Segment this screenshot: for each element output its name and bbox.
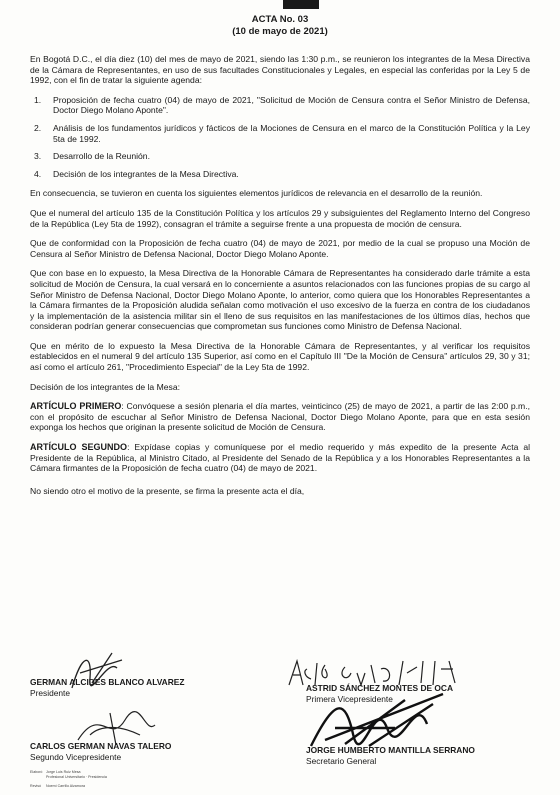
article-text: : Expídase copias y comuníquese por el medio requerido y más expedito de la presente Acta al Presidente de la República, al Ministro Citado, al Presidente del Senado de la República y a los Honorables Representantes a la Cámara firmantes de la Proposición de fecha cuatro (04) de mayo de 2021. xyxy=(30,442,531,474)
footer-note-key: Elaboró xyxy=(30,770,43,774)
signatory-first-vp xyxy=(306,683,453,705)
footer-note-key xyxy=(30,775,46,780)
signatory-role: Segundo Vicepresidente xyxy=(30,752,122,762)
footer-note-value: Profesional Universitario · Presidencia xyxy=(46,775,107,779)
agenda-number: 2. xyxy=(34,122,42,133)
agenda-number: 3. xyxy=(34,151,42,162)
consideration-paragraph: Que el numeral del artículo 135 de la Constitución Política y los artículos 29 y subsiguientes del Reglamento Interno del Congreso de la República (Ley 5ta de 1992), consagran el trámite a seguirse frente a una propuesta de moción de censura. xyxy=(30,207,530,229)
document-body xyxy=(30,54,530,505)
signatory-name: JORGE HUMBERTO MANTILLA SERRANO xyxy=(306,745,475,755)
agenda-number: 1. xyxy=(34,94,42,105)
footer-note xyxy=(30,775,107,780)
footer-note xyxy=(30,784,107,789)
acta-date: (10 de mayo de 2021) xyxy=(232,26,328,37)
article-label: ARTÍCULO PRIMERO xyxy=(30,401,122,412)
consideration-paragraph: Que con base en lo expuesto, la Mesa Directiva de la Honorable Cámara de Representantes ha considerado darle trámite a esta solicitud de Moción de Censura, la cual versará en lo concerniente a asuntos relacionados con las funciones propias de su cargo al Señor Ministro de Defensa Nacional, Doctor Diego Molano Aponte, lo anterior, como quiera que los Honorables Representantes a la Cámara firmantes de la Proposición aludida señalan como motivación el uso excesivo de la fuerza en contra de los ciudadanos y la implementación de la asistencia militar sin el lleno de sus requisitos en las manifestaciones de los últimos días, hechos que consideran podrían generar consecuencias que comprometan sus funciones como Ministro de Defensa Nacional. xyxy=(30,268,530,332)
intro-paragraph: En Bogotá D.C., el día diez (10) del mes de mayo de 2021, siendo las 1:30 p.m., se reunieron los integrantes de la Mesa Directiva de la Cámara de Representantes, en uso de sus facultades Constitucionales y Legales, en especial las conferidas por la Ley 5 de 1992, con el fin de tratar la siguiente agenda: xyxy=(30,54,530,86)
article-label: ARTÍCULO SEGUNDO xyxy=(30,442,128,453)
agenda-text: Desarrollo de la Reunión. xyxy=(53,151,150,162)
footer-notes xyxy=(30,770,107,789)
footer-note-value: Noemí Carrillo Alzamora xyxy=(46,784,85,788)
signatory-role: Presidente xyxy=(30,688,71,698)
agenda-text: Análisis de los fundamentos jurídicos y fácticos de la Mociones de Censura en el marco de la Constitución Política y la Ley 5ta de 1992. xyxy=(53,122,530,144)
acta-title: ACTA No. 03 xyxy=(251,14,309,25)
agenda-number: 4. xyxy=(34,168,42,179)
agenda-item xyxy=(30,95,530,116)
signatory-role: Secretario General xyxy=(306,756,377,766)
signatory-name: GERMAN ALCIDES BLANCO ALVAREZ xyxy=(30,677,185,687)
closing-line: No siendo otro el motivo de la presente, se firma la presente acta el día, xyxy=(30,485,305,496)
article-text: : Convóquese a sesión plenaria el día martes, veinticinco (25) de mayo de 2021, a partir de las 2:00 p.m., con el propósito de escuchar al Señor Ministro de Defensa Nacional, Doctor Diego Molano Aponte, para que en esta sesión exponga los hechos que originan la presente solicitud de Moción de Censura. xyxy=(30,401,530,433)
agenda-item xyxy=(30,151,530,162)
header-mark xyxy=(283,0,319,9)
article-second xyxy=(30,442,530,474)
signatory-president xyxy=(30,677,184,699)
footer-note-key: Revisó xyxy=(30,784,41,788)
signatory-name: CARLOS GERMAN NAVAS TALERO xyxy=(30,741,172,751)
footer-note-value: Jorge Luis Ruiz Mesa xyxy=(46,770,81,774)
decision-heading: Decisión de los integrantes de la Mesa: xyxy=(30,381,180,392)
agenda-text: Decisión de los integrantes de la Mesa Directiva. xyxy=(53,168,239,179)
signatory-name: ASTRID SÁNCHEZ MONTES DE OCA xyxy=(306,683,454,693)
consideration-paragraph: Que en mérito de lo expuesto la Mesa Directiva de la Honorable Cámara de Representantes, y al verificar los requisitos establecidos en el numeral 9 del artículo 135 Superior, así como en el Capítulo III "De la Moción de Censura" artículos 29, 30 y 31; así como el artículo 261, "Procedimiento Especial" de la Ley 5ta de 1992. xyxy=(30,340,530,373)
article-first xyxy=(30,401,530,433)
document-heading xyxy=(0,14,560,38)
agenda-item xyxy=(30,169,530,180)
agenda-item xyxy=(30,123,530,144)
signatory-secretary xyxy=(306,745,475,767)
signatory-role: Primera Vicepresidente xyxy=(306,694,393,704)
signatory-second-vp xyxy=(30,741,171,763)
agenda-text: Proposición de fecha cuatro (04) de mayo de 2021, "Solicitud de Moción de Censura contra el Señor Ministro de Defensa, Doctor Diego Molano Aponte". xyxy=(53,94,530,116)
consideration-paragraph: En consecuencia, se tuvieron en cuenta los siguientes elementos jurídicos de relevancia en el desarrollo de la reunión. xyxy=(30,188,483,199)
agenda-list xyxy=(30,95,530,180)
consideration-paragraph: Que de conformidad con la Proposición de fecha cuatro (04) de mayo de 2021, por medio de la cual se propuso una Moción de Censura al Señor Ministro de Defensa Nacional, Doctor Diego Molano Aponte. xyxy=(30,238,530,259)
